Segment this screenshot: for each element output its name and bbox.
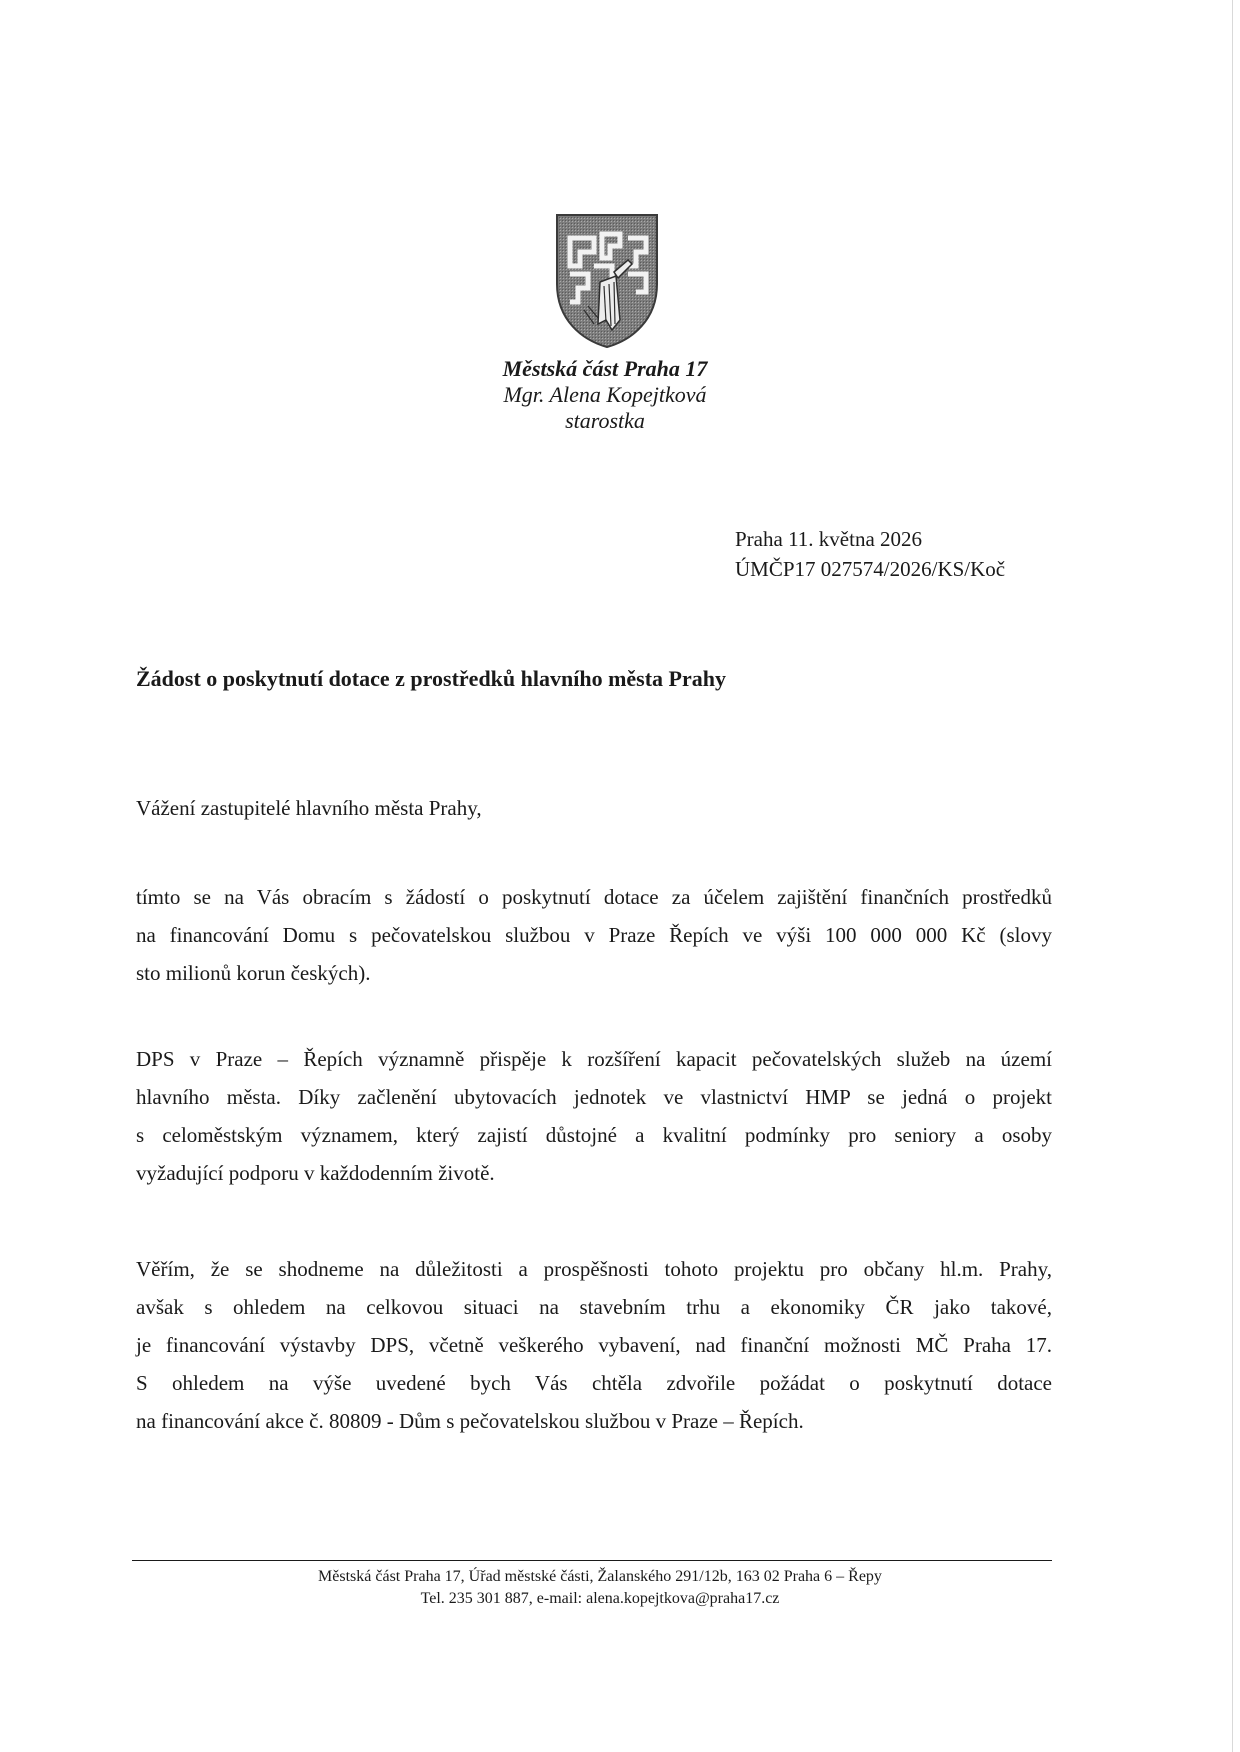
paragraph-line: sto milionů korun českých).: [136, 961, 371, 985]
salutation: Vážení zastupitelé hlavního města Prahy,: [136, 796, 482, 820]
paragraph-line: na financování akce č. 80809 - Dům s pečovatelskou službou v Praze – Řepích.: [136, 1409, 804, 1433]
letter-date: Praha 11. května 2026: [735, 527, 923, 551]
footer-address: Městská část Praha 17, Úřad městské části, Žalanského 291/12b, 163 02 Praha 6 – Řepy: [318, 1568, 882, 1585]
paragraph-line: je financování výstavby DPS, včetně veškerého vybavení, nad finanční možnosti MČ Praha 17.: [136, 1333, 1052, 1357]
paragraph-project-significance: [136, 1040, 1052, 1192]
footer: [200, 1566, 1000, 1610]
paragraph-line: S ohledem na výše uvedené bych Vás chtěla zdvořile požádat o poskytnutí dotace: [136, 1371, 1052, 1395]
reference-number: ÚMČP17 027574/2026/KS/Koč: [735, 557, 1006, 581]
letterhead-role: starostka: [565, 408, 645, 433]
paragraph-line: Věřím, že se shodneme na důležitosti a prospěšnosti tohoto projektu pro občany hl.m. Prahy,: [136, 1257, 1052, 1281]
footer-divider: [132, 1560, 1052, 1561]
coat-of-arms-icon: [554, 212, 660, 350]
paragraph-line: na financování Domu s pečovatelskou službou v Praze Řepích ve výši 100 000 000 Kč (slovy: [136, 923, 1052, 947]
footer-contact: Tel. 235 301 887, e-mail: alena.kopejtkova@praha17.cz: [420, 1590, 780, 1607]
letterhead: [420, 356, 790, 434]
letterhead-org: Městská část Praha 17: [502, 356, 708, 381]
date-reference-block: [735, 524, 1005, 584]
paragraph-line: vyžadující podporu v každodenním životě.: [136, 1161, 495, 1185]
paragraph-request: [136, 878, 1052, 992]
paragraph-line: tímto se na Vás obracím s žádostí o poskytnutí dotace za účelem zajištění finančních prostředků: [136, 885, 1052, 909]
paragraph-line: DPS v Praze – Řepích významně přispěje k rozšíření kapacit pečovatelských služeb na území: [136, 1047, 1052, 1071]
paragraph-funding-justification: [136, 1250, 1052, 1440]
letter-subject: Žádost o poskytnutí dotace z prostředků hlavního města Prahy: [136, 666, 726, 691]
paragraph-line: s celoměstským významem, který zajistí důstojné a kvalitní podmínky pro seniory a osoby: [136, 1123, 1052, 1147]
paragraph-line: avšak s ohledem na celkovou situaci na stavebním trhu a ekonomiky ČR jako takové,: [136, 1295, 1052, 1319]
page-edge-line: [1232, 0, 1233, 1752]
letterhead-name: Mgr. Alena Kopejtková: [503, 382, 707, 407]
paragraph-line: hlavního města. Díky začlenění ubytovacích jednotek ve vlastnictví HMP se jedná o projekt: [136, 1085, 1052, 1109]
